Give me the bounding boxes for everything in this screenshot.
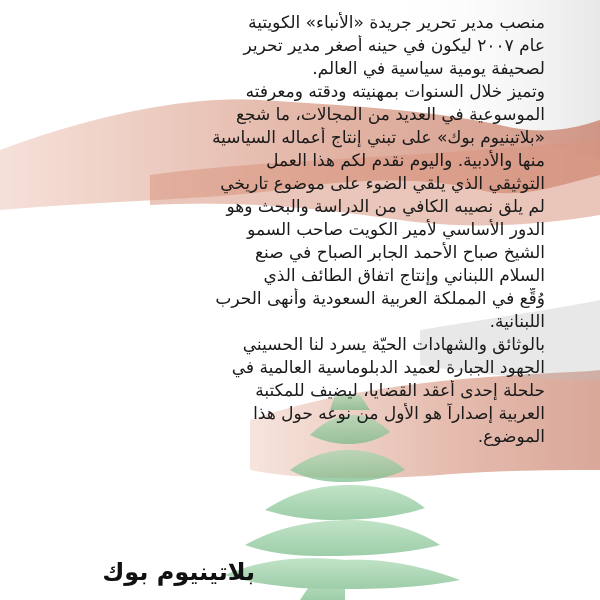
text-line: عام ٢٠٠٧ ليكون في حينه أصغر مدير تحرير [243,36,545,56]
text-line: حلحلة إحدى أعقد القضايا، ليضيف للمكتبة [255,381,545,401]
text-line: الجهود الجبارة لعميد الدبلوماسية العالمية في [231,358,545,378]
text-line: منها والأدبية. واليوم نقدم لكم هذا العمل [266,151,545,171]
cut-top-line [100,0,545,12]
text-line: الموسوعية في العديد من المجالات، ما شجع [236,105,545,125]
text-line: الموضوع. [477,427,545,447]
text-line: الدور الأساسي لأمير الكويت صاحب السمو [247,220,545,240]
publisher-signature: بلاتينيوم بوك [102,558,255,586]
text-line: التوثيقي الذي يلقي الضوء على موضوع تاريخي [220,174,545,194]
text-line: السلام اللبناني وإنتاج اتفاق الطائف الذي [263,266,545,286]
text-line: منصب مدير تحرير جريدة «الأنباء» الكويتية [248,13,545,33]
text-line: لصحيفة يومية سياسية في العالم. [312,59,545,79]
text-line: الشيخ صباح الأحمد الجابر الصباح في صنع [255,243,545,263]
text-line: وُقِّع في المملكة العربية السعودية وأنهى الحرب [215,289,545,309]
text-line: بالوثائق والشهادات الحيّة يسرد لنا الحسيني [242,335,545,355]
text-line: «بلاتينيوم بوك» على تبني إنتاج أعماله السياسية [212,128,545,148]
article-body [100,0,545,449]
text-line: وتميز خلال السنوات بمهنيته ودقته ومعرفته [245,82,545,102]
text-line: العربية إصداراً هو الأول من نوعه حول هذا [253,404,545,424]
text-line: لم يلق نصيبه الكافي من الدراسة والبحث وهو [226,197,545,217]
text-line: اللبنانية. [489,312,545,332]
